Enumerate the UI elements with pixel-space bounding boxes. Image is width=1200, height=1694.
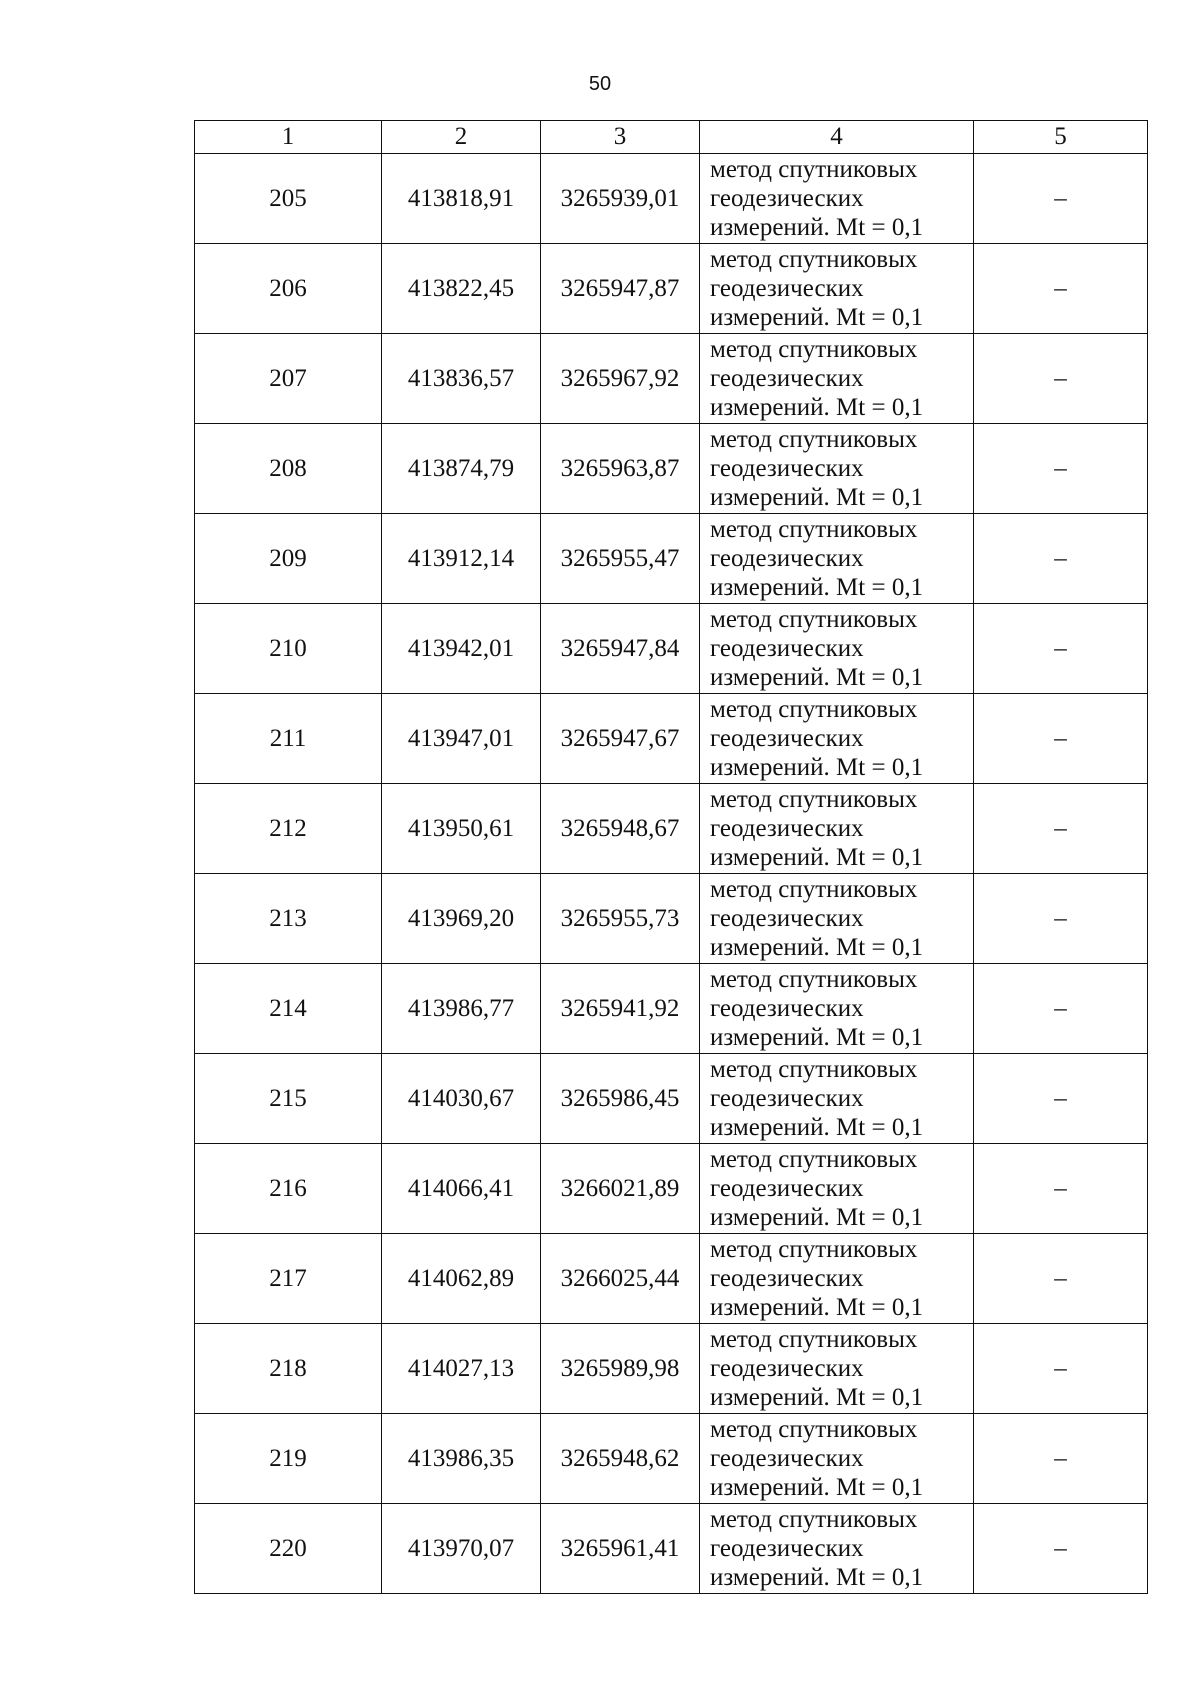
point-number: 218 [195, 1324, 382, 1414]
point-number: 213 [195, 874, 382, 964]
table-row [195, 1324, 1148, 1414]
point-number: 214 [195, 964, 382, 1054]
note-cell: – [974, 784, 1148, 874]
method-line: метод спутниковых [710, 1236, 918, 1263]
note-cell: – [974, 514, 1148, 604]
column-header-5: 5 [974, 121, 1148, 154]
table-row [195, 244, 1148, 334]
point-number: 219 [195, 1414, 382, 1504]
point-number: 211 [195, 694, 382, 784]
method-cell [700, 784, 974, 874]
method-cell [700, 1234, 974, 1324]
coordinate-y: 3265947,67 [541, 694, 700, 784]
method-line: геодезических [710, 815, 864, 842]
note-cell: – [974, 154, 1148, 244]
table-row [195, 1144, 1148, 1234]
method-line: метод спутниковых [710, 426, 918, 453]
note-cell: – [974, 244, 1148, 334]
method-line: метод спутниковых [710, 1506, 918, 1533]
coordinate-x: 414066,41 [382, 1144, 541, 1234]
method-line: геодезических [710, 1265, 864, 1292]
coordinate-x: 413818,91 [382, 154, 541, 244]
point-number: 215 [195, 1054, 382, 1144]
table-row [195, 784, 1148, 874]
method-line: измерений. Mt = 0,1 [710, 484, 924, 511]
coordinate-y: 3265967,92 [541, 334, 700, 424]
method-cell [700, 1414, 974, 1504]
coordinate-x: 414027,13 [382, 1324, 541, 1414]
method-line: геодезических [710, 545, 864, 572]
note-cell: – [974, 334, 1148, 424]
method-cell [700, 514, 974, 604]
point-number: 208 [195, 424, 382, 514]
point-number: 206 [195, 244, 382, 334]
method-line: геодезических [710, 1535, 864, 1562]
coordinate-y: 3265948,67 [541, 784, 700, 874]
table-body [195, 154, 1148, 1594]
coordinate-x: 413822,45 [382, 244, 541, 334]
table-row [195, 334, 1148, 424]
method-line: измерений. Mt = 0,1 [710, 304, 924, 331]
method-line: геодезических [710, 1085, 864, 1112]
table-row [195, 424, 1148, 514]
method-line: геодезических [710, 995, 864, 1022]
method-cell [700, 694, 974, 784]
table-row [195, 1234, 1148, 1324]
method-line: метод спутниковых [710, 1146, 918, 1173]
coordinate-y: 3265961,41 [541, 1504, 700, 1594]
coordinate-x: 413986,35 [382, 1414, 541, 1504]
coordinate-x: 413912,14 [382, 514, 541, 604]
note-cell: – [974, 1414, 1148, 1504]
coordinate-x: 413947,01 [382, 694, 541, 784]
method-line: геодезических [710, 905, 864, 932]
column-header-4: 4 [700, 121, 974, 154]
method-cell [700, 604, 974, 694]
method-line: геодезических [710, 725, 864, 752]
method-line: геодезических [710, 1175, 864, 1202]
point-number: 210 [195, 604, 382, 694]
method-line: измерений. Mt = 0,1 [710, 1024, 924, 1051]
table-row [195, 1054, 1148, 1144]
coordinate-x: 414030,67 [382, 1054, 541, 1144]
table-row [195, 694, 1148, 784]
method-line: геодезических [710, 635, 864, 662]
point-number: 220 [195, 1504, 382, 1594]
method-line: метод спутниковых [710, 1326, 918, 1353]
coordinate-x: 413836,57 [382, 334, 541, 424]
method-line: измерений. Mt = 0,1 [710, 394, 924, 421]
coordinate-x: 414062,89 [382, 1234, 541, 1324]
point-number: 205 [195, 154, 382, 244]
note-cell: – [974, 604, 1148, 694]
column-header-1: 1 [195, 121, 382, 154]
method-line: метод спутниковых [710, 876, 918, 903]
table-row [195, 874, 1148, 964]
note-cell: – [974, 1324, 1148, 1414]
method-line: измерений. Mt = 0,1 [710, 1294, 924, 1321]
method-cell [700, 1504, 974, 1594]
method-line: метод спутниковых [710, 1416, 918, 1443]
coordinate-x: 413950,61 [382, 784, 541, 874]
method-line: геодезических [710, 1355, 864, 1382]
coordinate-y: 3265947,87 [541, 244, 700, 334]
method-cell [700, 964, 974, 1054]
method-line: метод спутниковых [710, 156, 918, 183]
table-header [195, 121, 1148, 154]
point-number: 207 [195, 334, 382, 424]
page-number: 50 [588, 73, 612, 95]
method-line: измерений. Mt = 0,1 [710, 1114, 924, 1141]
method-line: измерений. Mt = 0,1 [710, 844, 924, 871]
method-line: измерений. Mt = 0,1 [710, 574, 924, 601]
coordinate-y: 3266021,89 [541, 1144, 700, 1234]
point-number: 212 [195, 784, 382, 874]
method-line: измерений. Mt = 0,1 [710, 934, 924, 961]
method-line: геодезических [710, 365, 864, 392]
note-cell: – [974, 1504, 1148, 1594]
method-line: геодезических [710, 275, 864, 302]
note-cell: – [974, 874, 1148, 964]
point-number: 216 [195, 1144, 382, 1234]
point-number: 217 [195, 1234, 382, 1324]
method-line: метод спутниковых [710, 786, 918, 813]
table-row [195, 514, 1148, 604]
method-cell [700, 1144, 974, 1234]
method-line: измерений. Mt = 0,1 [710, 664, 924, 691]
header-row [195, 121, 1148, 154]
coordinate-y: 3265948,62 [541, 1414, 700, 1504]
table-row [195, 1414, 1148, 1504]
method-cell [700, 424, 974, 514]
method-line: метод спутниковых [710, 696, 918, 723]
method-line: метод спутниковых [710, 246, 918, 273]
coordinate-y: 3265986,45 [541, 1054, 700, 1144]
method-line: измерений. Mt = 0,1 [710, 1564, 924, 1591]
table-row [195, 1504, 1148, 1594]
coordinate-x: 413874,79 [382, 424, 541, 514]
method-line: геодезических [710, 455, 864, 482]
coordinate-y: 3265939,01 [541, 154, 700, 244]
column-header-2: 2 [382, 121, 541, 154]
note-cell: – [974, 964, 1148, 1054]
point-number: 209 [195, 514, 382, 604]
coordinate-y: 3265955,73 [541, 874, 700, 964]
method-cell [700, 874, 974, 964]
column-header-3: 3 [541, 121, 700, 154]
table-row [195, 604, 1148, 694]
coordinate-x: 413970,07 [382, 1504, 541, 1594]
method-line: геодезических [710, 185, 864, 212]
method-cell [700, 334, 974, 424]
method-line: измерений. Mt = 0,1 [710, 1384, 924, 1411]
coordinate-y: 3265989,98 [541, 1324, 700, 1414]
coordinates-table [194, 120, 1148, 1594]
method-cell [700, 1324, 974, 1414]
method-cell [700, 1054, 974, 1144]
method-line: метод спутниковых [710, 606, 918, 633]
table-row [195, 964, 1148, 1054]
method-line: геодезических [710, 1445, 864, 1472]
method-line: измерений. Mt = 0,1 [710, 1474, 924, 1501]
coordinate-y: 3265941,92 [541, 964, 700, 1054]
method-line: метод спутниковых [710, 1056, 918, 1083]
note-cell: – [974, 424, 1148, 514]
table-row [195, 154, 1148, 244]
method-cell [700, 154, 974, 244]
coordinate-y: 3265947,84 [541, 604, 700, 694]
method-line: метод спутниковых [710, 516, 918, 543]
method-line: измерений. Mt = 0,1 [710, 1204, 924, 1231]
coordinate-x: 413969,20 [382, 874, 541, 964]
coordinate-x: 413986,77 [382, 964, 541, 1054]
coordinate-y: 3266025,44 [541, 1234, 700, 1324]
coordinate-y: 3265963,87 [541, 424, 700, 514]
note-cell: – [974, 1144, 1148, 1234]
method-line: метод спутниковых [710, 336, 918, 363]
note-cell: – [974, 1054, 1148, 1144]
coordinate-x: 413942,01 [382, 604, 541, 694]
method-line: метод спутниковых [710, 966, 918, 993]
method-line: измерений. Mt = 0,1 [710, 214, 924, 241]
note-cell: – [974, 1234, 1148, 1324]
method-cell [700, 244, 974, 334]
note-cell: – [974, 694, 1148, 784]
coordinate-y: 3265955,47 [541, 514, 700, 604]
method-line: измерений. Mt = 0,1 [710, 754, 924, 781]
